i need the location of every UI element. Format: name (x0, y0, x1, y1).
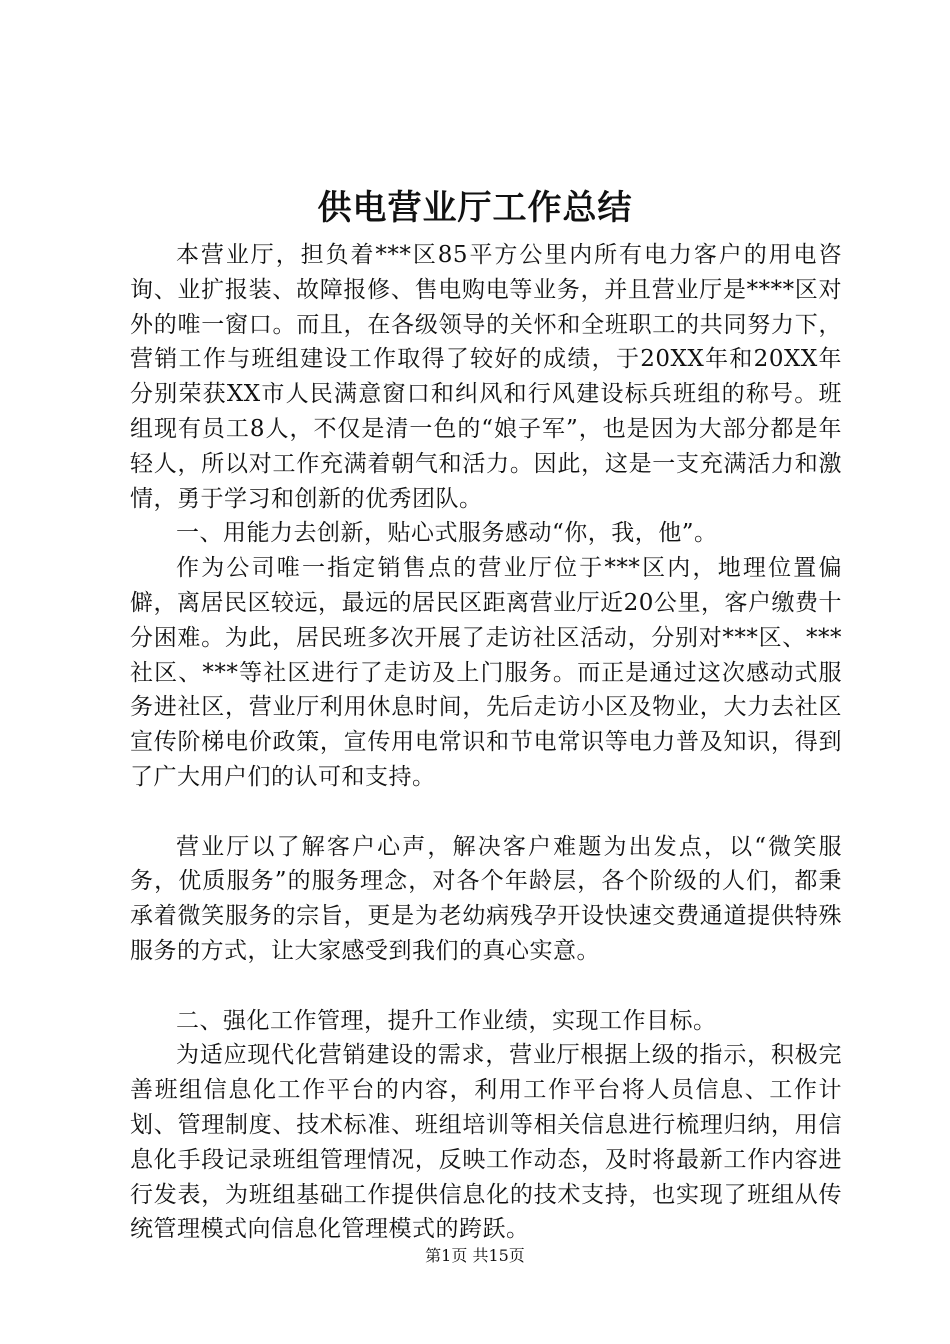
document-body (130, 238, 842, 1247)
paragraph-spacer (130, 795, 842, 830)
paragraph-intro: 本营业厅，担负着***区85平方公里内所有电力客户的用电咨询、业扩报装、故障报修、售电购电等业务，并且营业厅是****区对外的唯一窗口。而且，在各级领导的关怀和全班职工的共同努力下，营销工作与班组建设工作取得了较好的成绩，于20XX年和20XX年分别荣获XX市人民满意窗口和纠风和行风建设标兵班组的称号。班组现有员工8人，不仅是清一色的“娘子军”，也是因为大部分都是年轻人，所以对工作充满着朝气和活力。因此，这是一支充满活力和激情，勇于学习和创新的优秀团队。 (130, 242, 842, 512)
document-title: 供电营业厅工作总结 (317, 188, 633, 228)
section-heading-1: 一、用能力去创新，贴心式服务感动“你，我，他”。 (176, 520, 718, 547)
paragraph-service-philosophy: 营业厅以了解客户心声，解决客户难题为出发点，以“微笑服务，优质服务”的服务理念，对各个年龄层，各个阶级的人们，都秉承着微笑服务的宗旨，更是为老幼病残孕开设快速交费通道提供特殊服务的方式，让大家感受到我们的真心实意。 (130, 833, 842, 964)
paragraph-community-service: 作为公司唯一指定销售点的营业厅位于***区内，地理位置偏僻，离居民区较远，最远的居民区距离营业厅近20公里，客户缴费十分困难。为此，居民班多次开展了走访社区活动，分别对***区、***社区、***等社区进行了走访及上门服务。而正是通过这次感动式服务进社区，营业厅利用休息时间，先后走访小区及物业，大力去社区宣传阶梯电价政策，宣传用电常识和节电常识等电力普及知识，得到了广大用户们的认可和支持。 (130, 555, 842, 790)
paragraph-spacer (130, 969, 842, 1004)
paragraph-informatization: 为适应现代化营销建设的需求，营业厅根据上级的指示，积极完善班组信息化工作平台的内容，利用工作平台将人员信息、工作计划、管理制度、技术标准、班组培训等相关信息进行梳理归纳，用信息化手段记录班组管理情况，反映工作动态，及时将最新工作内容进行发表，为班组基础工作提供信息化的技术支持，也实现了班组从传统管理模式向信息化管理模式的跨跃。 (130, 1042, 842, 1243)
section-heading-2: 二、强化工作管理，提升工作业绩，实现工作目标。 (176, 1007, 717, 1034)
page-number-footer: 第1页 共15页 (425, 1246, 525, 1265)
